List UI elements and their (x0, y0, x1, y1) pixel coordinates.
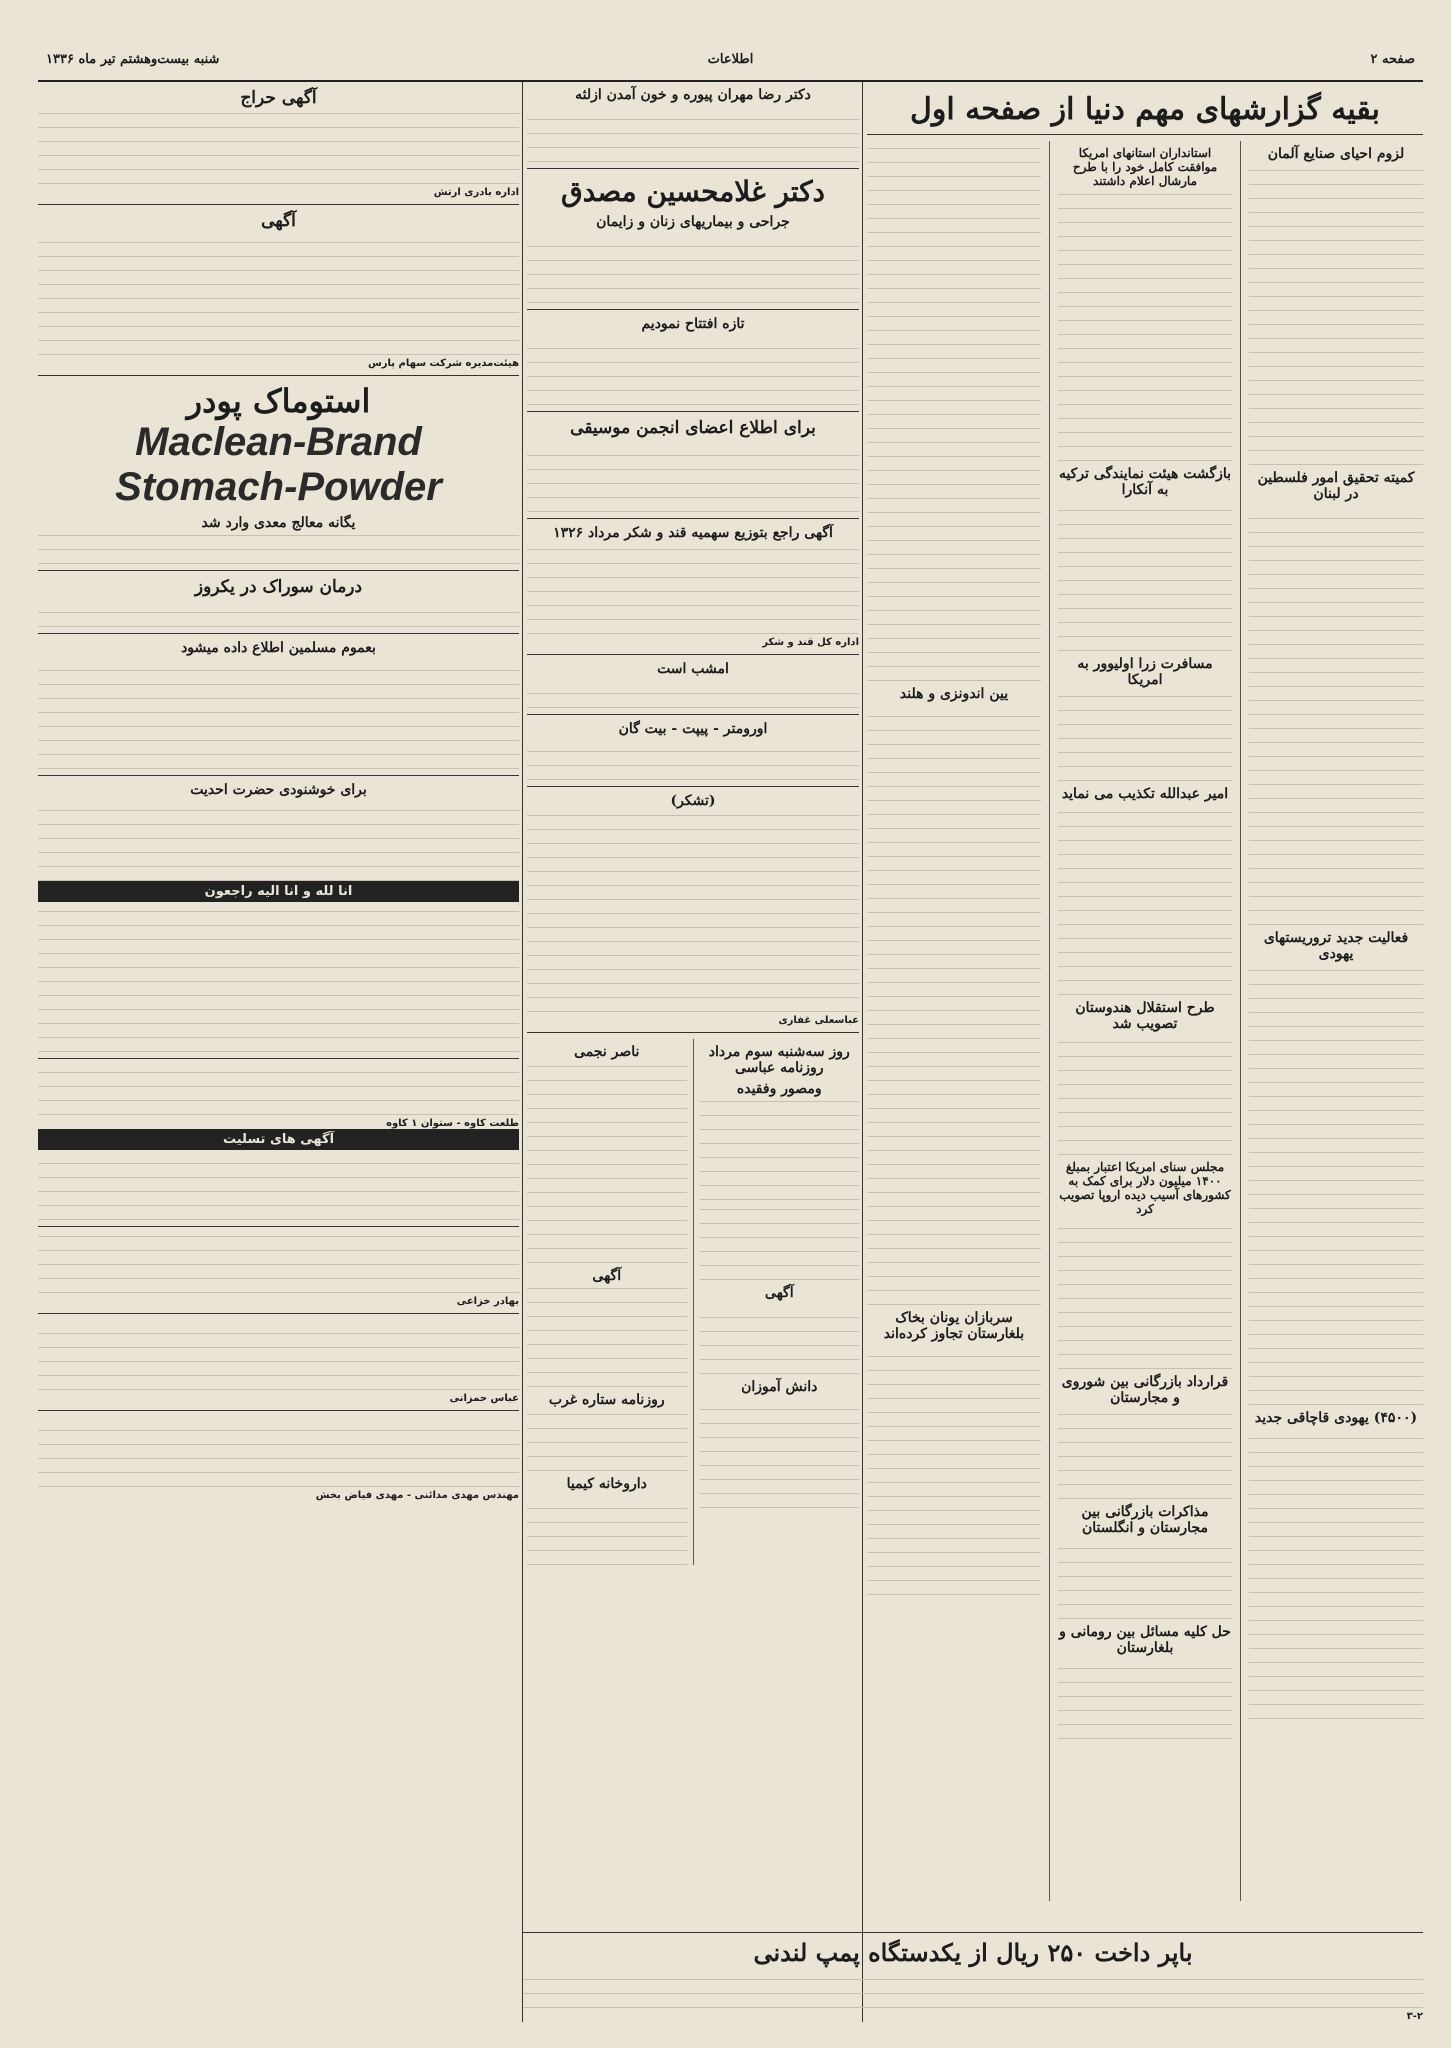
ad-school: دانش آموزان (741, 1378, 818, 1395)
ad-naser: ناصر نجمی (574, 1043, 640, 1060)
ad-thanks: (تشکر) (670, 792, 716, 809)
ad-thanks-sign: عباسعلی غفاری (778, 1014, 859, 1026)
ad-wart: درمان سوراک در یکروز (194, 577, 363, 598)
ad-sugar-sign: اداره کل قند و شکر (762, 636, 859, 648)
paper-name: اطلاعات (707, 52, 754, 67)
ad-tonight: امشب است (657, 660, 729, 677)
section-heading: حل کلیه مسائل بین رومانی و بلغارستان (1059, 1624, 1231, 1656)
ad-sugar: آگهی راجع بتوزیع سهمیه قند و شکر مرداد ۱۳۲۶ (553, 524, 833, 541)
section-heading: بازگشت هیئت نمایندگی ترکیه به آنکارا (1058, 466, 1232, 498)
ad-doctor1: دکتر رضا مهران پیوره و خون آمدن ازلثه (575, 87, 811, 103)
ad-doctor2: دکتر غلامحسین مصدق (560, 175, 826, 208)
column-rule (862, 82, 863, 2022)
ad-agahi: آگهی (764, 1284, 794, 1301)
ad-info: بعموم مسلمین اطلاع داده میشود (181, 640, 376, 657)
page-number: صفحه ۲ (1370, 52, 1415, 67)
ad-notice-sign: هیئت‌مدیره شرکت سهام پارس (367, 358, 519, 369)
news-column-3 (867, 141, 1041, 1901)
section-heading: مسافرت زرا اولیوور به امریکا (1077, 656, 1213, 688)
section-heading: سربازان یونان بخاک بلغارستان تجاوز کرده‌اند (883, 1310, 1025, 1342)
section-heading: قرارداد بازرگانی بین شوروی و مجارستان (1061, 1374, 1229, 1406)
ad-pharm: داروخانه کیمیا (566, 1475, 647, 1492)
ad-abbasi: روز سه‌شنبه سوم مرداد روزنامه عباسی (708, 1043, 850, 1076)
ad-talat: طلعت کاوه - ستوان ۱ کاوه (386, 1118, 519, 1130)
news-column-2 (1058, 141, 1232, 1901)
ad-fruits: اورومتر - پیپت - بیت گان (618, 720, 768, 737)
column-rule (522, 82, 523, 2022)
ad-auction-sign: اداره بادری ارتش (433, 187, 519, 198)
ad-mourning: انا لله و انا الیه راجعون (38, 881, 519, 902)
ad-agahi2: آگهی (592, 1267, 622, 1284)
news-column-1 (1249, 141, 1423, 1901)
ad-stomach-en2: Stomach-Powder (115, 465, 442, 510)
ad-auction: آگهی حراج (240, 88, 317, 108)
ad-notice: آگهی (261, 211, 296, 231)
ad-stomach-tag: یگانه معالج معدی وارد شد (201, 515, 356, 532)
newspaper-page (38, 38, 1423, 2028)
ad-condolence: آگهی های تسلیت (38, 1129, 519, 1150)
section-heading: طرح استقلال هندوستان تصویب شد (1075, 1000, 1215, 1032)
section-heading: مجلس سنای امریکا اعتبار بمبلغ ۱۴۰۰ میلیون دلار برای کمک به کشورهای آسیب دیده اروپا تصویب کرد (1059, 1160, 1231, 1216)
section-heading: فعالیت جدید تروریستهای یهودی (1263, 930, 1409, 962)
main-news (867, 82, 1423, 2022)
footer-code: ۳-۲ (1406, 2011, 1423, 2022)
left-ads (38, 82, 519, 2022)
ad-english: تازه افتتاح نمودیم (641, 315, 745, 332)
ad-star: روزنامه ستاره غرب (548, 1391, 665, 1408)
main-headline: بقیه گزارشهای مهم دنیا از صفحه اول (910, 92, 1380, 127)
page-header (38, 38, 1423, 82)
ad-abbasi-sub: ومصور وفقیده (736, 1080, 822, 1097)
middle-ads (527, 82, 859, 2022)
section-heading: (۴۵۰۰) یهودی قاچاقی جدید (1254, 1410, 1418, 1426)
main-banner: باپر داخت ۲۵۰ ریال از یکدستگاه پمپ لندنی (753, 1938, 1193, 1968)
section-heading: یین اندونزی و هلند (899, 686, 1009, 702)
ad-stomach-en1: Maclean-Brand (135, 420, 422, 465)
section-heading: کمیته تحقیق امور فلسطین در لبنان (1257, 470, 1415, 502)
issue-date: شنبه بیست‌وهشتم تیر ماه ۱۳۳۶ (46, 52, 220, 67)
ad-stomach-fa: استوماک پودر (186, 382, 371, 420)
ad-bahador: بهادر خزاعی (456, 1296, 519, 1308)
section-heading: لزوم احیای صنایع آلمان (1267, 146, 1405, 162)
section-subtitle: استانداران استانهای امریکا موافقت کامل خود را با طرح مارشال اعلام داشتند (1072, 146, 1218, 188)
ad-doctor2-sub: جراحی و بیماریهای زنان و زایمان (596, 213, 790, 230)
ad-engineer: مهندس مهدی مدائنی - مهدی فیاض بخش (315, 1490, 519, 1502)
ad-music: برای اطلاع اعضای انجمن موسیقی (570, 417, 816, 438)
ad-abbas: عباس حمزانی (449, 1393, 519, 1405)
bottom-banner-area (523, 1926, 1423, 2022)
ad-prayer: برای خوشنودی حضرت احدیت (190, 782, 367, 799)
section-heading: مذاکرات بازرگانی بین مجارستان و انگلستان (1081, 1504, 1209, 1536)
section-heading: امیر عبدالله تکذیب می نماید (1061, 786, 1229, 802)
